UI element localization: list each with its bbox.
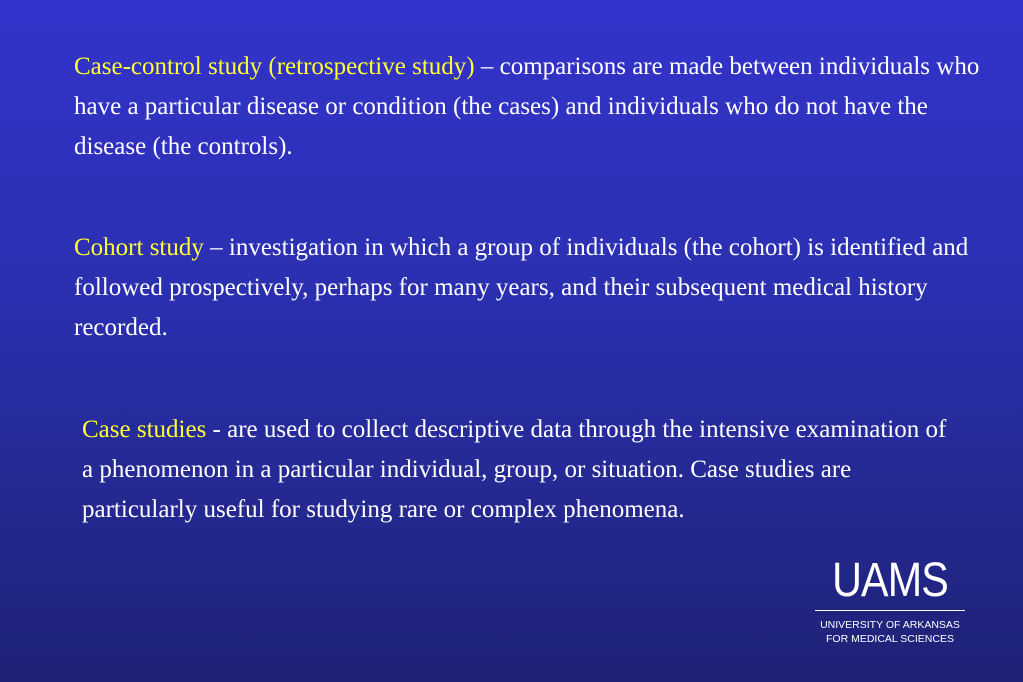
definition-cohort bbox=[74, 228, 984, 348]
definition-case-studies-text: - are used to collect descriptive data through the intensive examination of a phenomenon in a particular individual, group, or situation. Case studies are particularly useful for studying rare or complex phenomena. bbox=[82, 416, 947, 523]
definition-case-control-text: – comparisons are made between individuals who have a particular disease or condition (the cases) and individuals who do not have the disease (the controls). bbox=[74, 53, 980, 160]
term-case-control: Case-control study (retrospective study) bbox=[74, 53, 475, 80]
term-case-studies: Case studies bbox=[82, 416, 207, 443]
definition-case-studies bbox=[82, 410, 962, 530]
definition-case-control bbox=[74, 47, 994, 167]
logo-divider bbox=[815, 610, 965, 611]
uams-logo bbox=[813, 555, 967, 646]
term-cohort: Cohort study bbox=[74, 234, 204, 261]
logo-line-2: FOR MEDICAL SCIENCES bbox=[826, 633, 954, 645]
logo-line-1: UNIVERSITY OF ARKANSAS bbox=[820, 619, 960, 631]
definition-cohort-text: – investigation in which a group of individuals (the cohort) is identified and followed prospectively, perhaps for many years, and their subsequent medical history recorded. bbox=[74, 234, 969, 341]
logo-wordmark: UAMS bbox=[832, 554, 948, 607]
